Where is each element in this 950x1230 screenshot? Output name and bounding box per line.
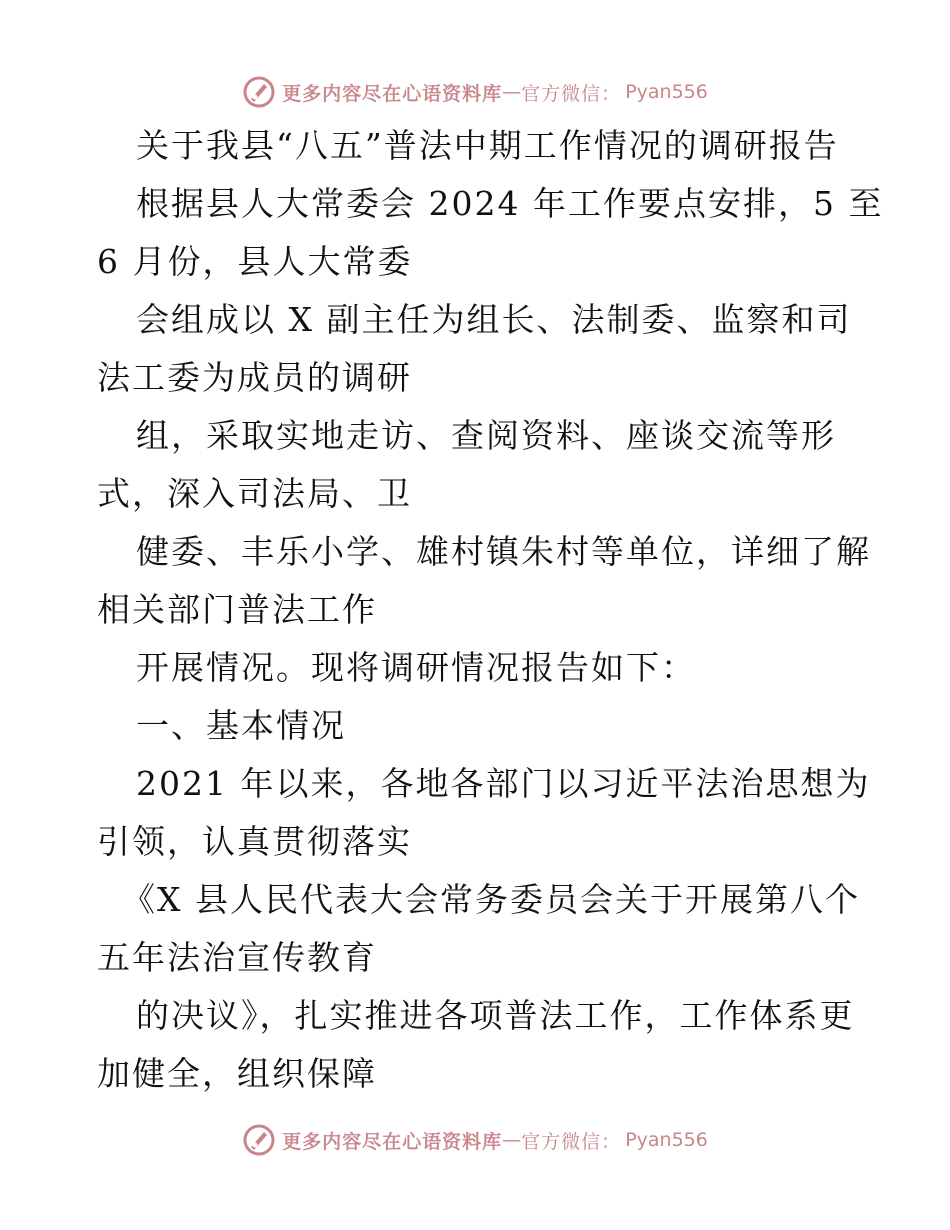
paragraph-line: 2021 年以来，各地各部门以习近平法治思想为 — [136, 764, 871, 803]
paragraph-line: 加健全，组织保障 — [97, 1054, 377, 1093]
paragraph-line: 《X 县人民代表大会常务委员会关于开展第八个 — [122, 880, 860, 919]
paragraph-line: 五年法治宣传教育 — [97, 938, 377, 977]
watermark-dash: — — [502, 1129, 522, 1151]
paragraph-line: 的决议》，扎实推进各项普法工作，工作体系更 — [136, 996, 855, 1035]
watermark-dash: — — [502, 81, 522, 103]
section-heading: 一、基本情况 — [136, 706, 346, 745]
watermark-wechat-id: Pyan556 — [625, 81, 708, 103]
watermark-title: 更多内容尽在心语资料库 — [282, 82, 503, 105]
paragraph-line: 健委、丰乐小学、雄村镇朱村等单位，详细了解 — [136, 532, 871, 571]
footer-watermark — [0, 1120, 950, 1160]
paragraph-line: 6 月份，县人大常委 — [97, 242, 413, 281]
paragraph-line: 引领，认真贯彻落实 — [97, 822, 412, 861]
watermark-wechat-label: 官方微信： — [521, 82, 622, 105]
paragraph-line: 组，采取实地走访、查阅资料、座谈交流等形 — [136, 416, 836, 455]
paragraph-line: 根据县人大常委会 2024 年工作要点安排，5 至 — [136, 184, 884, 223]
document-title: 关于我县“八五”普法中期工作情况的调研报告 — [136, 126, 839, 165]
watermark-wechat-id: Pyan556 — [625, 1129, 708, 1151]
brand-logo-icon — [242, 1123, 276, 1157]
paragraph-line: 法工委为成员的调研 — [97, 358, 412, 397]
brand-logo-icon — [242, 75, 276, 109]
paragraph-line: 式，深入司法局、卫 — [97, 474, 412, 513]
watermark-wechat-label: 官方微信： — [521, 1130, 622, 1153]
header-watermark — [0, 72, 950, 112]
watermark-title: 更多内容尽在心语资料库 — [282, 1130, 503, 1153]
paragraph-line: 会组成以 X 副主任为组长、法制委、监察和司 — [136, 300, 852, 339]
paragraph-line: 开展情况。现将调研情况报告如下： — [136, 648, 696, 687]
paragraph-line: 相关部门普法工作 — [97, 590, 377, 629]
